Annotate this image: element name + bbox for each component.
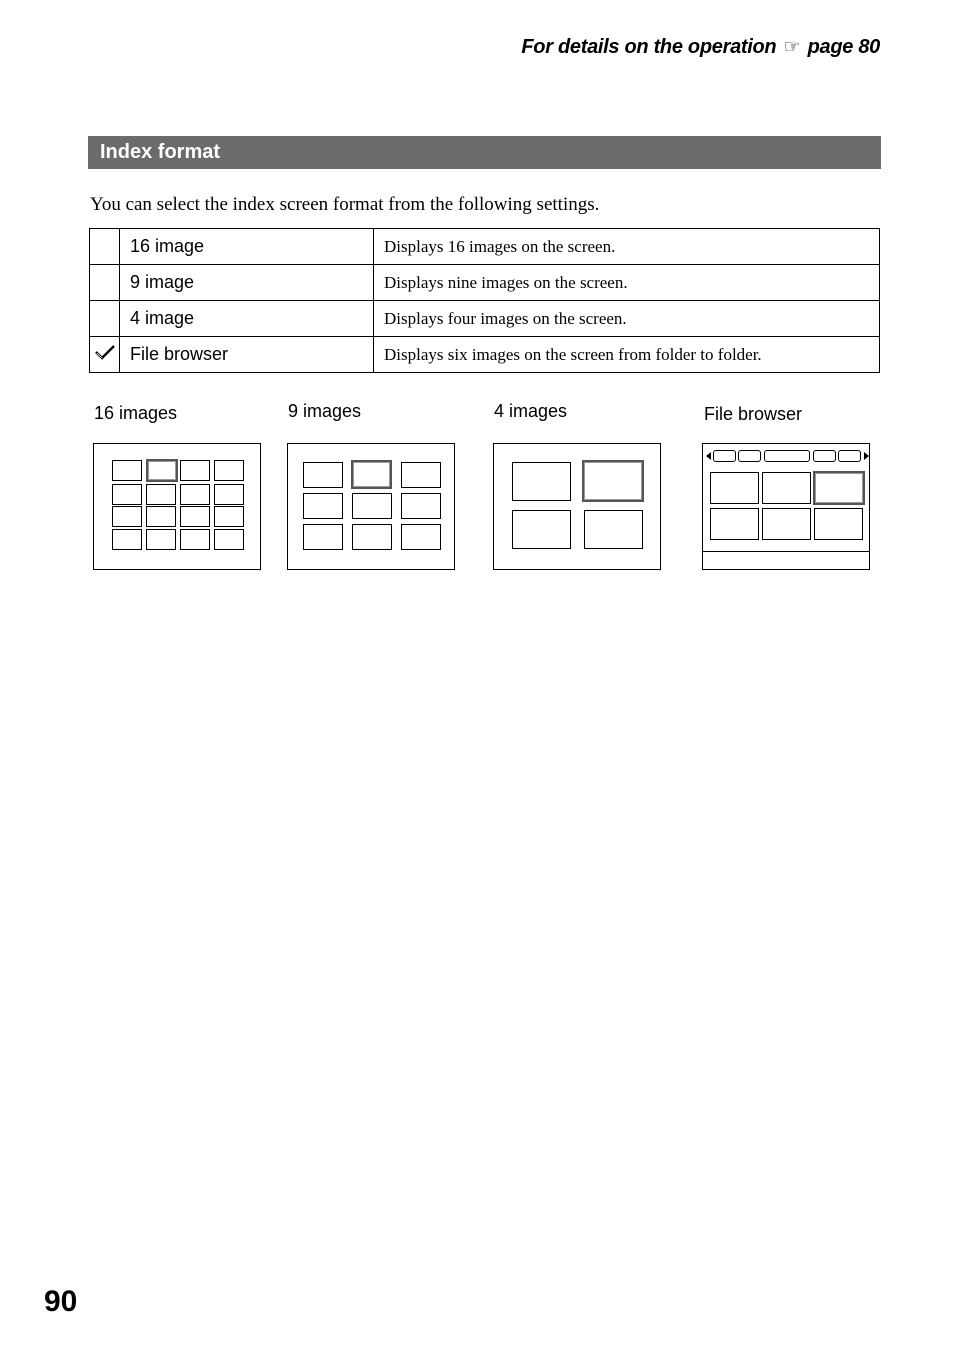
thumb-cell-selected (146, 459, 178, 482)
option-name: 9 image (120, 265, 374, 301)
folder-tab (838, 450, 861, 462)
thumb-cell (214, 484, 244, 505)
options-table (89, 228, 880, 373)
index-16-illustration (93, 443, 261, 570)
thumb-cell (146, 484, 176, 505)
file-browser-illustration (702, 443, 870, 570)
table-row[interactable] (90, 301, 880, 337)
folder-tab (813, 450, 836, 462)
thumb-cell (814, 508, 863, 540)
thumb-cell (584, 510, 643, 549)
caption-16-images: 16 images (94, 403, 178, 423)
thumb-cell-selected (813, 471, 865, 505)
thumb-cell (214, 529, 244, 550)
index-4-illustration (493, 443, 661, 570)
index-9-illustration (287, 443, 455, 570)
status-strip (703, 551, 869, 552)
folder-tab (738, 450, 761, 462)
thumb-cell (112, 506, 142, 527)
thumb-cell (710, 508, 759, 540)
folder-tab (713, 450, 736, 462)
thumb-cell (401, 462, 441, 488)
check-cell (90, 229, 120, 265)
thumb-cell (762, 508, 811, 540)
thumb-cell (180, 506, 210, 527)
thumb-cell (762, 472, 811, 504)
option-name: 16 image (120, 229, 374, 265)
thumb-cell (112, 529, 142, 550)
thumb-cell-selected (582, 460, 644, 502)
folder-tab-bar (703, 444, 869, 466)
thumb-cell (180, 460, 210, 481)
check-cell (90, 265, 120, 301)
caption-file-browser: File browser (704, 404, 803, 424)
page-number: 90 (44, 1285, 78, 1318)
thumb-cell-selected (351, 460, 392, 489)
thumb-cell (112, 460, 142, 481)
thumb-cell (180, 484, 210, 505)
thumb-cell (352, 493, 392, 519)
section-title: Index format (88, 136, 881, 169)
option-name: 4 image (120, 301, 374, 337)
option-description: Displays nine images on the screen. (374, 265, 880, 301)
checkmark-icon (94, 343, 116, 361)
thumb-cell (214, 460, 244, 481)
operation-reference (521, 36, 880, 59)
reference-prefix: For details on the operation (521, 36, 777, 58)
thumb-cell (303, 493, 343, 519)
check-cell (90, 301, 120, 337)
folder-tab-current (764, 450, 810, 462)
intro-text: You can select the index screen format from the following settings. (90, 194, 600, 215)
check-cell (90, 337, 120, 373)
thumb-cell (180, 529, 210, 550)
reference-page: page 80 (807, 36, 880, 58)
thumb-cell (710, 472, 759, 504)
option-description: Displays six images on the screen from folder to folder. (374, 337, 880, 373)
table-row[interactable] (90, 337, 880, 373)
pointing-hand-icon: ☞ (783, 37, 801, 58)
table-row[interactable] (90, 229, 880, 265)
thumb-cell (352, 524, 392, 550)
right-arrow-icon (864, 452, 869, 460)
caption-9-images: 9 images (288, 401, 362, 421)
thumb-cell (146, 529, 176, 550)
option-description: Displays 16 images on the screen. (374, 229, 880, 265)
table-row[interactable] (90, 265, 880, 301)
option-name: File browser (120, 337, 374, 373)
thumb-cell (214, 506, 244, 527)
left-arrow-icon (706, 452, 711, 460)
thumb-cell (303, 524, 343, 550)
thumb-cell (112, 484, 142, 505)
thumb-cell (512, 510, 571, 549)
thumb-cell (401, 493, 441, 519)
caption-4-images: 4 images (494, 401, 568, 421)
thumb-cell (146, 506, 176, 527)
thumb-cell (512, 462, 571, 501)
thumb-cell (303, 462, 343, 488)
thumb-cell (401, 524, 441, 550)
option-description: Displays four images on the screen. (374, 301, 880, 337)
